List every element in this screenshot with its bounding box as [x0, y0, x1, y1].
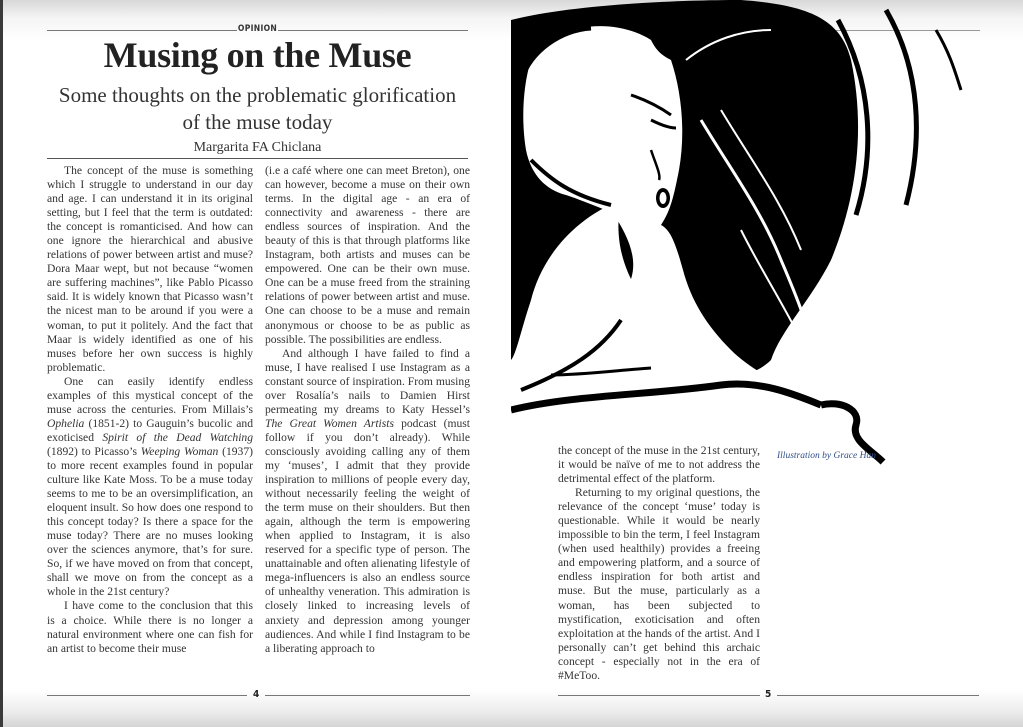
subtitle-line-1: Some thoughts on the problematic glorification [58, 83, 457, 107]
artwork-title: Ophelia [47, 416, 85, 430]
subtitle-line-2: of the muse today [182, 110, 333, 134]
footer-rule [265, 695, 470, 696]
paragraph: the concept of the muse in the 21st century, it would be naïve of me to not address the detrimental effect of the platform. [558, 444, 760, 486]
footer-rule [47, 695, 247, 696]
artwork-title: Weeping Woman [140, 444, 219, 458]
paragraph: The concept of the muse is something which I struggle to understand in our day and age. I can understand it in its original setting, but I feel that the term is outdated: the concept is romanticised. And how can one ignore the hierarchical and abusive relations of power between artist and muse? Dora Maar wept, but not because “women are suffering machines”, like Pablo Picasso said. It is widely known that Picasso wasn’t the nicest man to be around if you were a woman, to put it politely. And the fact that Maar is widely identified as one of his muses before her own success is highly problematic. [47, 164, 253, 374]
paragraph: I have come to the conclusion that this is a choice. While there is no longer a natural environment where one can fish for an artist to become their muse [47, 599, 253, 655]
paragraph: (i.e a café where one can meet Breton), one can however, become a muse on their own terms. In the digital age - an era of connectivity and awareness - there are endless sources of inspiration. And the beauty of this is that through platforms like Instagram, both artists and muses can be empowered. One can be their own muse. One can be a muse freed from the straining relations of power between artist and muse. One can choose to be a muse and remain anonymous or choose to be as public as possible. The possibilities are endless. [265, 164, 470, 346]
section-rule-right [278, 30, 468, 31]
subtitle [47, 82, 468, 136]
paragraph: Returning to my original questions, the relevance of the concept ‘muse’ today is questionable. While it would be nearly impossible to bin the term, I feel Instagram (when used healthily) provides a freeing and empowering platform, and a source of endless inspiration for both artist and muse. But the muse, particularly as a woman, has been subjected to mystification, exoticisation and often exploitation at the hands of the artist. And I personally can’t get behind this archaic concept - especially not in the era of #MeToo. [558, 486, 760, 682]
section-label: OPINION [237, 24, 278, 34]
article-column-1 [47, 164, 253, 656]
byline-rule [47, 158, 468, 159]
section-rule-left [47, 30, 237, 31]
paragraph: One can easily identify endless examples of this mystical concept of the muse across the centuries. From Millais’s Ophelia (1851-2) to Gauguin’s bucolic and exoticised Spirit of the Dead Watching (1892) to Picasso’s Weeping Woman (1937) to more recent examples found in popular culture like Kate Moss. To be a muse today seems to me to be an oversimplification, an eloquent insult. So how does one respond to this concept today? Is there a space for the muse today? There are no muses looking over the sciences anymore, that’s for sure. So, if we have moved on from that concept, shall we move on from the concept as a whole in the 21st century? [47, 374, 254, 599]
illustration-credit: Illustration by Grace Han [777, 451, 876, 461]
footer-rule [777, 695, 979, 696]
headline: Musing on the Muse [103, 35, 412, 75]
artwork-title: Spirit of the Dead Watching [102, 430, 254, 444]
article-column-2 [265, 164, 470, 656]
page-number-right: 5 [765, 689, 772, 700]
byline: Margarita FA Chiclana [193, 140, 322, 155]
page-number-left: 4 [253, 689, 260, 700]
paragraph: And although I have failed to find a muse, I have realised I use Instagram as a constant source of inspiration. From musing over Rosalía’s nails to Damien Hirst permeating my dreams to Katy Hessel’s The Great Women Artists podcast (must follow if you don’t already). While consciously avoiding calling any of them my ‘muses’, I admit that they provide inspiration to millions of people every day, without necessarily feeling the weight of the term muse on their shoulders. But then again, although the term is empowering when applied to Instagram, it is also reserved for a specific type of person. The unattainable and often alienating lifestyle of mega-influencers is also an endless source of unhealthy veneration. This admiration is closely linked to increasing levels of anxiety and depression among younger audiences. And while I find Instagram to be a liberating approach to [265, 346, 470, 655]
page-left [0, 0, 511, 727]
podcast-title: The Great Women Artists [265, 416, 395, 430]
footer-rule [558, 695, 760, 696]
article-column-3 [558, 444, 760, 683]
